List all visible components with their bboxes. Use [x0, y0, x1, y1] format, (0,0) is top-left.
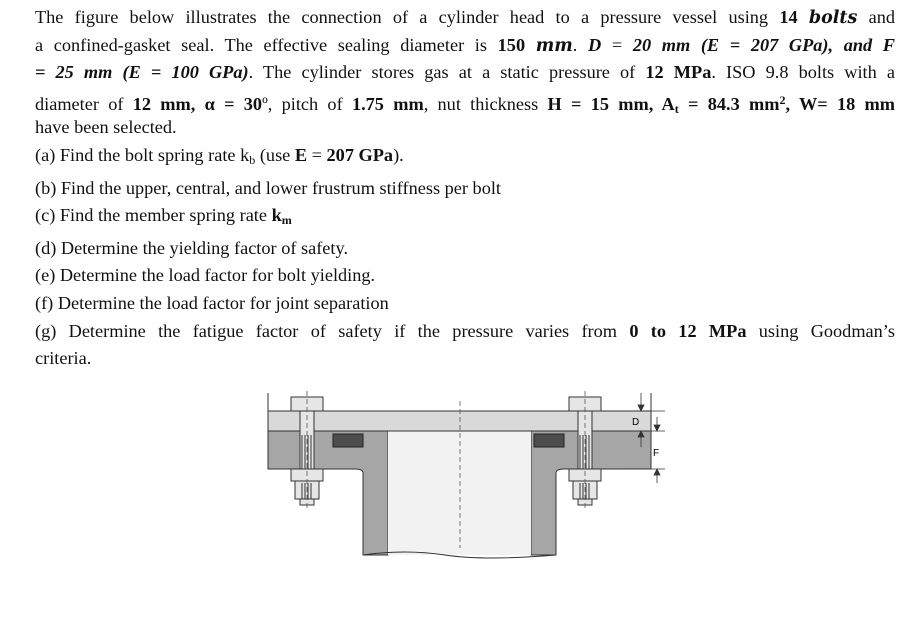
- gasket-left: [333, 434, 363, 447]
- label-f: F: [653, 448, 660, 459]
- intro-line-3: = 25 mm (E = 100 GPa). The cylinder stores gas at a static pressure of 12 MPa. ISO 9.8 bolts with a: [35, 62, 895, 83]
- intro-line-2: a confined-gasket seal. The effective sealing diameter is 150 mm. D = 20 mm (E = 207 GPa), and F: [35, 34, 895, 56]
- question-a: (a) Find the bolt spring rate $k_b$ (use E = 207 GPa).: [35, 144, 404, 167]
- intro-line-5: have been selected.: [35, 117, 177, 138]
- vessel-flange: [268, 431, 388, 555]
- question-b: (b) Find the upper, central, and lower frustrum stiffness per bolt: [35, 177, 502, 198]
- question-g-cont: criteria.: [35, 348, 92, 369]
- vessel-bore: [388, 431, 531, 555]
- flange-bolt-diagram: [255, 383, 675, 563]
- label-d: D: [632, 417, 640, 428]
- question-c: (c) Find the member spring rate $k_m$: [35, 205, 292, 228]
- question-e: (e) Determine the load factor for bolt yielding.: [35, 265, 376, 286]
- question-d: (d) Determine the yielding factor of safety.: [35, 237, 349, 258]
- gasket-right: [534, 434, 564, 447]
- intro-line-1: The figure below illustrates the connection of a cylinder head to a pressure vessel using 14 bolts and: [35, 7, 895, 28]
- question-f: (f) Determine the load factor for joint separation: [35, 292, 389, 313]
- cylinder-head: [268, 411, 651, 431]
- question-g: (g) Determine the fatigue factor of safety if the pressure varies from 0 to 12 MPa using Goodman’s: [35, 320, 895, 341]
- intro-line-4: diameter of 12 mm, α = 30º, pitch of 1.75 mm, nut thickness H = 15 mm, $A_t = 84.3$ $mm^2$, W= 18 mm: [35, 92, 895, 115]
- problem-text: [35, 4, 895, 373]
